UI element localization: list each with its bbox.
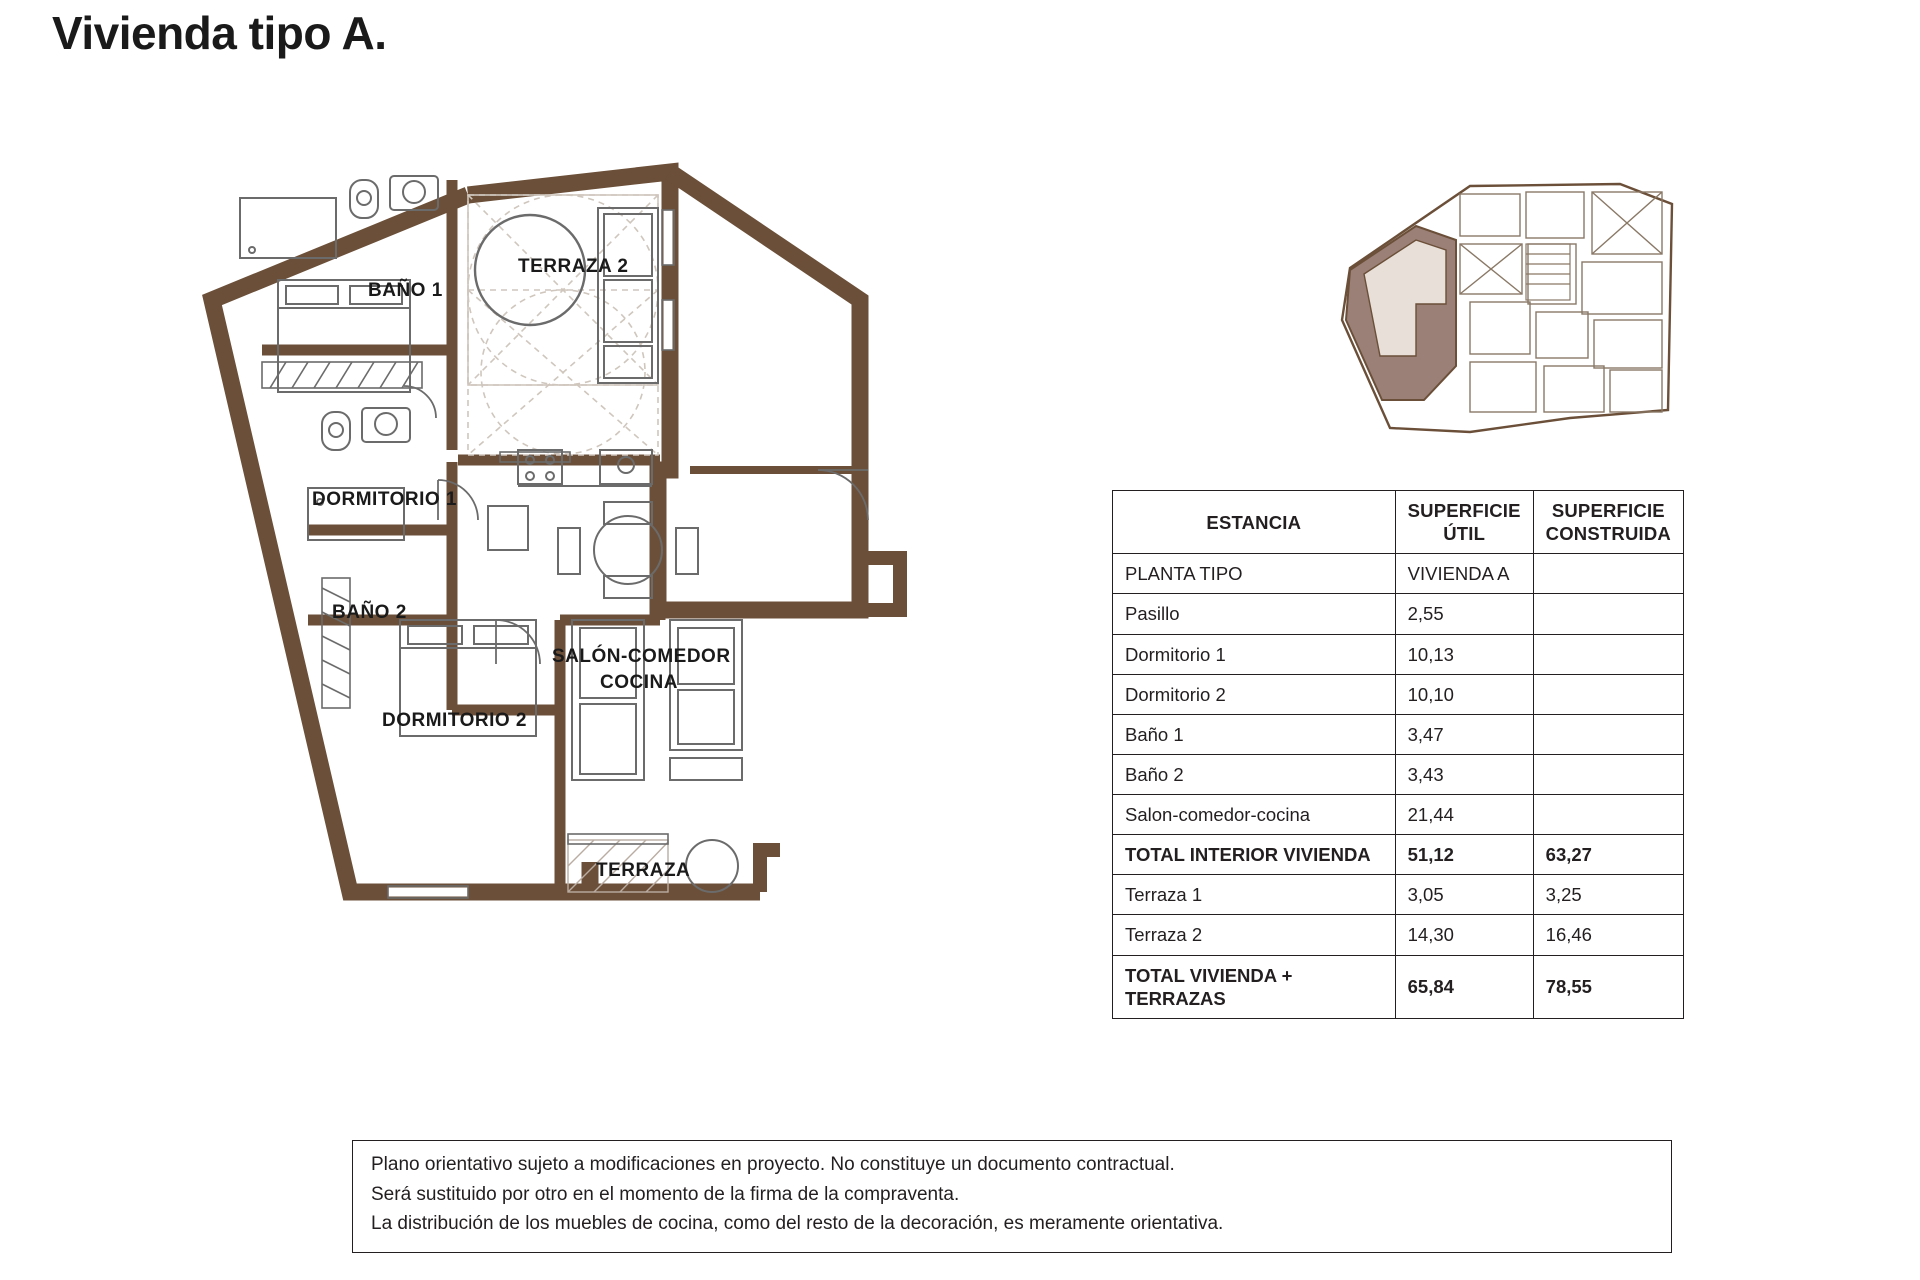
row-construida: 16,46 [1533, 915, 1683, 955]
subheader-vivienda: VIVIENDA A [1395, 554, 1533, 594]
row-util: 2,55 [1395, 594, 1533, 634]
table-row [1113, 594, 1684, 634]
header-util-line1: SUPERFICIE [1407, 500, 1521, 521]
header-construida-line2: CONSTRUIDA [1545, 523, 1671, 545]
floor-plan [200, 150, 1160, 940]
living-sofa [572, 620, 742, 780]
row-util: 14,30 [1395, 915, 1533, 955]
row-construida [1533, 714, 1683, 754]
table-row [1113, 915, 1684, 955]
disclaimer-line-2: Será sustituido por otro en el momento de la firma de la compraventa. [371, 1183, 960, 1205]
row-construida: 78,55 [1533, 955, 1683, 1018]
row-estancia: Baño 2 [1113, 754, 1396, 794]
row-construida: 63,27 [1533, 835, 1683, 875]
row-util: 10,13 [1395, 634, 1533, 674]
row-estancia: Salon-comedor-cocina [1113, 795, 1396, 835]
disclaimer-line-3: La distribución de los muebles de cocina, como del resto de la decoración, es meramente orientativa. [371, 1213, 1224, 1235]
row-construida: 3,25 [1533, 875, 1683, 915]
row-estancia: TOTAL INTERIOR VIVIENDA [1113, 835, 1396, 875]
table-row [1113, 714, 1684, 754]
terraza-2-pattern [468, 195, 658, 455]
row-util: 21,44 [1395, 795, 1533, 835]
row-util: 3,05 [1395, 875, 1533, 915]
table-subheader-row [1113, 554, 1684, 594]
row-construida [1533, 674, 1683, 714]
room-label-bano-1: BAÑO 1 [368, 280, 443, 301]
disclaimer-line-1: Plano orientativo sujeto a modificaciones en proyecto. No constituye un documento contractual. [371, 1154, 1175, 1175]
row-util: 65,84 [1395, 955, 1533, 1018]
disclaimer-box [352, 1140, 1672, 1253]
table-row-total-interior [1113, 835, 1684, 875]
table-row [1113, 674, 1684, 714]
areas-table-container [1112, 490, 1684, 1019]
key-plan-rooms [1460, 192, 1662, 412]
room-label-dormitorio-2: DORMITORIO 2 [382, 710, 527, 731]
bano-2-fixtures [308, 408, 410, 540]
dining-set [558, 502, 698, 598]
table-header-row [1113, 491, 1684, 554]
room-label-cocina: COCINA [600, 672, 678, 693]
header-superficie-construida [1533, 491, 1683, 554]
key-plan-highlight-unit [1346, 226, 1456, 400]
row-construida [1533, 594, 1683, 634]
page-title: Vivienda tipo A. [52, 7, 387, 59]
header-util-line2: ÚTIL [1443, 523, 1486, 545]
row-util: 51,12 [1395, 835, 1533, 875]
header-superficie-util [1395, 491, 1533, 554]
row-estancia: Terraza 1 [1113, 875, 1396, 915]
floor-plan-svg [200, 150, 1160, 940]
table-row [1113, 634, 1684, 674]
room-label-bano-2: BAÑO 2 [332, 602, 407, 623]
room-label-terraza: TERRAZA [596, 860, 691, 881]
dormitorio-2-closet [322, 578, 350, 708]
row-util: 10,10 [1395, 674, 1533, 714]
subheader-empty [1533, 554, 1683, 594]
areas-table [1112, 490, 1684, 1019]
row-construida [1533, 754, 1683, 794]
header-estancia: ESTANCIA [1113, 491, 1396, 554]
row-estancia: Pasillo [1113, 594, 1396, 634]
room-label-terraza-2: TERRAZA 2 [518, 256, 629, 277]
row-estancia: TOTAL VIVIENDA + TERRAZAS [1113, 955, 1396, 1018]
room-label-dormitorio-1: DORMITORIO 1 [312, 489, 457, 510]
table-row [1113, 795, 1684, 835]
key-plan [1320, 170, 1700, 460]
subheader-planta-tipo: PLANTA TIPO [1113, 554, 1396, 594]
row-estancia: Baño 1 [1113, 714, 1396, 754]
key-plan-stairs [1526, 244, 1570, 300]
terrace-sofa [598, 208, 658, 383]
key-plan-svg [1320, 170, 1700, 460]
dormitorio-1-closet [262, 362, 422, 388]
row-util: 3,47 [1395, 714, 1533, 754]
room-label-salon-comedor: SALÓN-COMEDOR [552, 646, 731, 667]
row-estancia: Terraza 2 [1113, 915, 1396, 955]
table-row-total-vivienda [1113, 955, 1684, 1018]
areas-table-body [1113, 554, 1684, 1019]
header-construida-line1: SUPERFICIE [1551, 500, 1665, 521]
row-construida [1533, 634, 1683, 674]
row-estancia: Dormitorio 2 [1113, 674, 1396, 714]
row-construida [1533, 795, 1683, 835]
areas-table-head [1113, 491, 1684, 554]
table-row [1113, 875, 1684, 915]
row-estancia: Dormitorio 1 [1113, 634, 1396, 674]
row-util: 3,43 [1395, 754, 1533, 794]
table-row [1113, 754, 1684, 794]
